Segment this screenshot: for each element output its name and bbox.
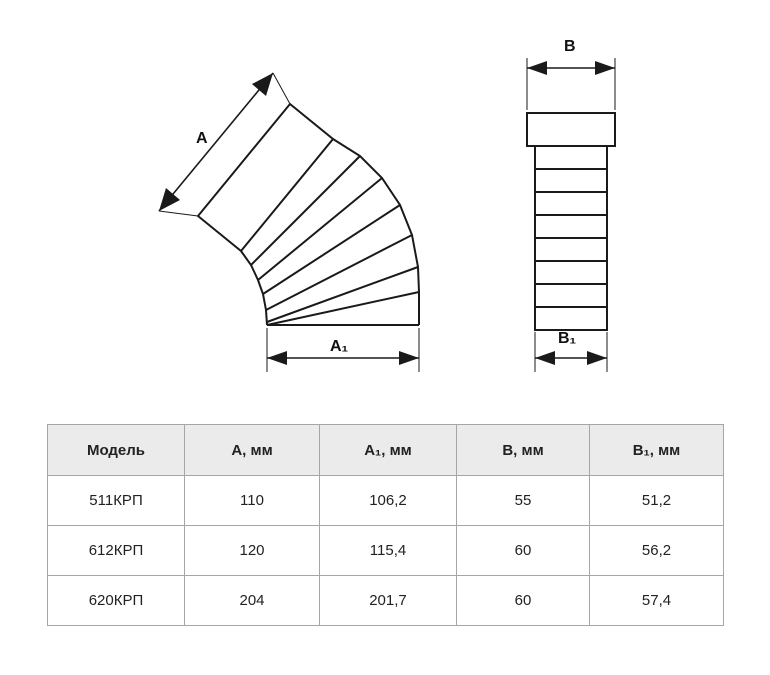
- table-row: [48, 526, 724, 576]
- table-row: [48, 576, 724, 626]
- specifications-table: [47, 424, 724, 626]
- cell-a: 120: [185, 526, 320, 576]
- column-header-b: B, мм: [457, 425, 590, 476]
- table-row: [48, 476, 724, 526]
- table-header-row: [48, 425, 724, 476]
- bend-outer-contour: [333, 139, 419, 325]
- cell-a: 204: [185, 576, 320, 626]
- dimension-arrow-b1-right: [587, 351, 607, 365]
- dimension-arrow-a1-left: [267, 351, 287, 365]
- ext-line-a-bottom: [159, 211, 198, 216]
- cell-a: 110: [185, 476, 320, 526]
- column-header-model: Модель: [48, 425, 185, 476]
- bend-segment-line-5: [267, 267, 418, 322]
- cell-a1: 106,2: [320, 476, 457, 526]
- column-header-a: A, мм: [185, 425, 320, 476]
- dimension-label-b1: B₁: [558, 330, 577, 347]
- dimension-arrow-b-right: [595, 61, 615, 75]
- dimension-arrow-a-start: [159, 188, 180, 211]
- cell-b: 60: [457, 526, 590, 576]
- cell-b: 60: [457, 576, 590, 626]
- column-header-a1: A₁, мм: [320, 425, 457, 476]
- dimension-arrow-a-end: [252, 73, 273, 96]
- cell-model: 511КРП: [48, 476, 185, 526]
- cell-b: 55: [457, 476, 590, 526]
- dimension-arrow-b1-left: [535, 351, 555, 365]
- cell-model: 612КРП: [48, 526, 185, 576]
- cell-a1: 115,4: [320, 526, 457, 576]
- duct-collar: [527, 113, 615, 146]
- dimension-label-b: B: [564, 38, 576, 55]
- bend-inlet-segment: [198, 104, 333, 251]
- cell-b1: 56,2: [590, 526, 724, 576]
- dimension-arrow-a1-right: [399, 351, 419, 365]
- cell-b1: 57,4: [590, 576, 724, 626]
- dimension-label-a1: A₁: [330, 338, 349, 355]
- specifications-table-container: [47, 424, 723, 626]
- dimension-label-a: A: [196, 130, 208, 147]
- cell-b1: 51,2: [590, 476, 724, 526]
- cell-a1: 201,7: [320, 576, 457, 626]
- cell-model: 620КРП: [48, 576, 185, 626]
- dimension-line-a: [159, 73, 273, 211]
- dimension-arrow-b-left: [527, 61, 547, 75]
- ext-line-a-top: [273, 73, 290, 104]
- column-header-b1: B₁, мм: [590, 425, 724, 476]
